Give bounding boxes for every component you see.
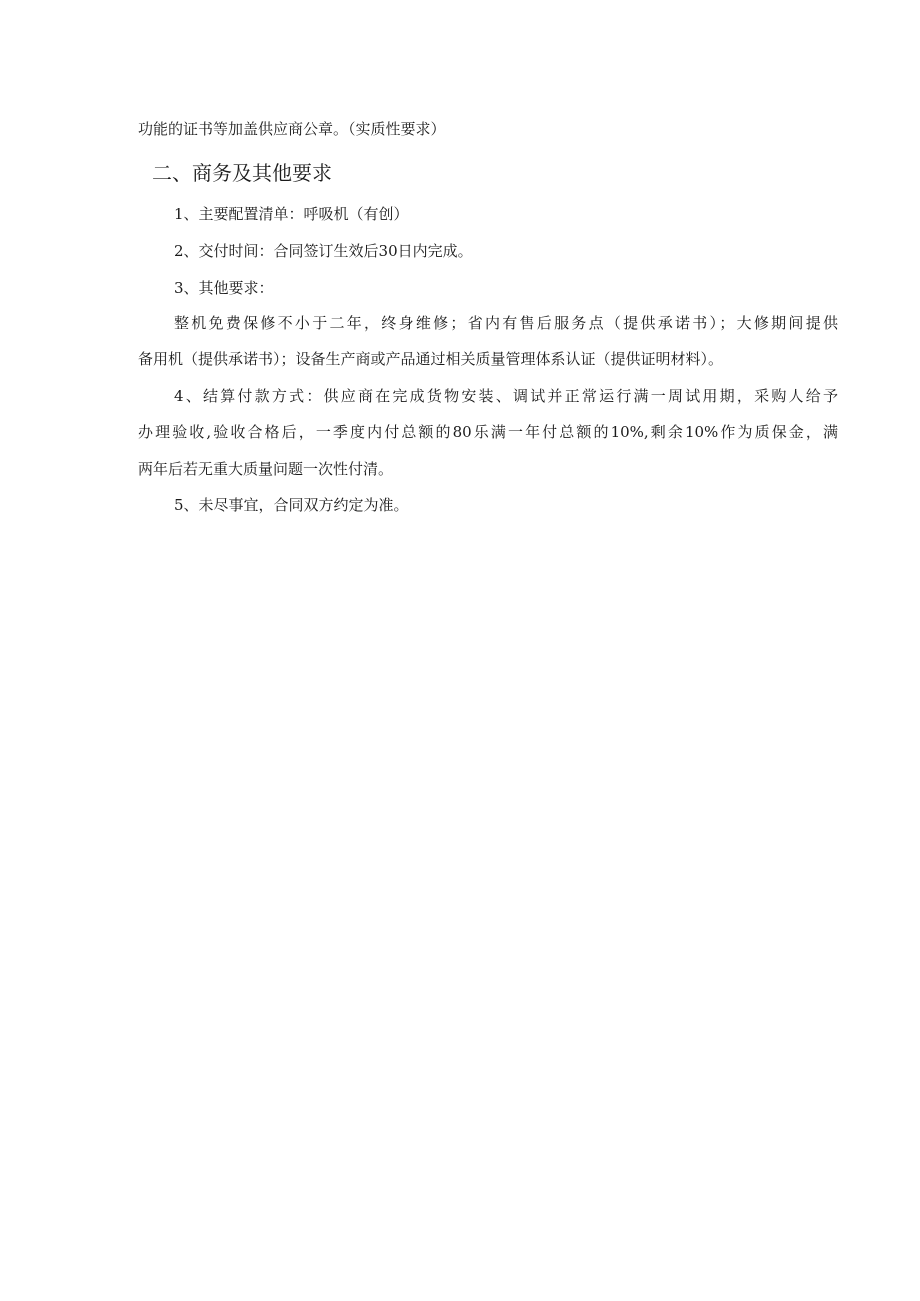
item-3-body-line-2: 备用机（提供承诺书）；设备生产商或产品通过相关质量管理体系认证（提供证明材料）。 <box>138 350 724 368</box>
continuation-text: 功能的证书等加盖供应商公章。（实质性要求） <box>138 120 446 138</box>
item-1-configuration-list: 1、主要配置清单：呼吸机（有创） <box>174 205 409 223</box>
item-4-payment-line-1: 4、结算付款方式：供应商在完成货物安装、调试并正常运行满一周试用期，采购人给予 <box>174 387 838 405</box>
item-2-delivery-time: 2、交付时间：合同签订生效后30日内完成。 <box>174 242 473 260</box>
item-5-unresolved-matters: 5、未尽事宜，合同双方约定为准。 <box>174 496 409 514</box>
item-4-payment-line-3: 两年后若无重大质量问题一次性付清。 <box>138 460 394 478</box>
item-3-body-line-1: 整机免费保修不小于二年，终身维修；省内有售后服务点（提供承诺书）；大修期间提供 <box>174 314 838 332</box>
item-3-other-requirements: 3、其他要求： <box>174 279 274 297</box>
section-heading: 二、商务及其他要求 <box>152 161 332 185</box>
item-4-payment-line-2: 办理验收,验收合格后，一季度内付总额的80乐满一年付总额的10%,剩余10%作为质保金，满 <box>138 423 838 441</box>
